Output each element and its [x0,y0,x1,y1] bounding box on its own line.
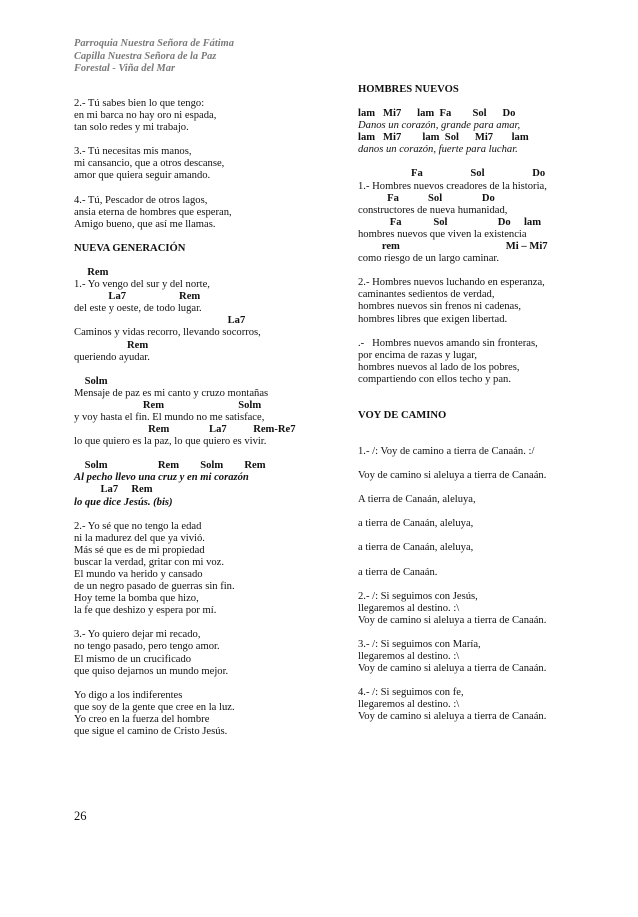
chord-line: Rem [74,339,149,351]
song-voy-de-camino-verse-3 [358,639,598,675]
lyric-line: compartiendo con ellos techo y pan. [358,373,511,385]
lyric-line: buscar la verdad, gritar con mi voz. [74,556,225,568]
spacer [74,364,314,376]
lyric-line: Más sé que es de mi propiedad [74,544,205,556]
lyric-line: mi cansancio, que a otros descanse, [74,158,225,170]
lyric-line: por encima de razas y lugar, [358,349,477,361]
chord-line: Fa Sol Do [358,192,495,204]
spacer [358,156,598,168]
chord-line: Fa Sol Do lam [358,216,542,228]
lyric-line: que sigue el camino de Cristo Jesús. [74,726,228,738]
song-nueva-generacion-verse-4 [74,690,314,738]
lyric-line: 2.- /: Si seguimos con Jesús, [358,590,478,602]
lyric-line: 3.- Yo quiero dejar mi recado, [74,629,201,641]
lyric-line: hombres nuevos sin frenos ni cadenas, [358,301,521,313]
lyric-line: Amigo bueno, que así me llamas. [74,218,216,230]
lyric-line: El mismo de un crucificado [74,653,192,665]
lyric-line: 2.- Yo sé que no tengo la edad [74,520,202,532]
lyric-line: hombres libres que exigen libertad. [358,313,508,325]
song-title-hombres-nuevos: HOMBRES NUEVOS [358,84,459,95]
lyric-line: 1.- Yo vengo del sur y del norte, [74,279,210,291]
lyric-line: 3.- Tú necesitas mis manos, [74,146,192,158]
lyric-line: no tengo pasado, pero tengo amor. [74,641,220,653]
song-title-voy-de-camino: VOY DE CAMINO [358,409,447,421]
song-nueva-generacion-verse-3 [74,629,314,677]
chord-line: lam Mi7 lam Sol Mi7 lam [358,132,529,144]
right-column [358,84,598,723]
lyric-line: ni la madurez del que ya vivió. [74,532,205,544]
lyric-line: A tierra de Canaán, aleluya, [358,494,476,506]
song-hombres-nuevos-verse-3 [358,338,598,386]
chord-line: Rem La7 Rem-Re7 [74,424,296,436]
lyric-line: llegaremos al destino. :\ [358,602,460,614]
lyric-line: de un negro pasado de guerras sin fin. [74,581,235,593]
lyric-line: queriendo ayudar. [74,351,150,363]
verse-2 [74,98,314,134]
lyric-line: Voy de camino si aleluya a tierra de Canaán. [358,470,547,482]
song-voy-de-camino-verse-4 [358,687,598,723]
lyric-line: lo que quiero es la paz, lo que quiero es vivir. [74,436,267,448]
lyric-line: Mensaje de paz es mi canto y cruzo montañas [74,387,269,399]
chord-line: La7 [74,315,246,327]
lyric-line: tan solo redes y mi trabajo. [74,122,189,134]
header-chapel: Capilla Nuestra Señora de la Paz [74,50,217,62]
lyric-line: danos un corazón, fuerte para luchar. [358,144,518,156]
lyric-line: 4.- /: Si seguimos con fe, [358,687,464,699]
header-parish: Parroquia Nuestra Señora de Fátima [74,38,234,49]
song-title-nueva-generacion: NUEVA GENERACIÓN [74,242,186,254]
lyric-line: Danos un corazón, grande para amar, [358,120,521,132]
lyric-line: la fe que deshizo y espera por mí. [74,605,217,617]
lyric-line: lo que dice Jesús. (bis) [74,496,173,508]
lyric-line: Voy de camino si aleluya a tierra de Canaán. [358,663,547,675]
lyric-line: 1.- /: Voy de camino a tierra de Canaán. :/ [358,446,535,458]
song-nueva-generacion-verse-1 [74,267,314,509]
lyric-line: Voy de camino si aleluya a tierra de Canaán. [358,711,547,723]
lyric-line: hombres nuevos que viven la existencia [358,228,527,240]
lyric-line: hombres nuevos al lado de los pobres, [358,361,520,373]
lyric-line: constructores de nueva humanidad, [358,204,508,216]
lyric-line: caminantes sedientos de verdad, [358,289,495,301]
lyric-line: 1.- Hombres nuevos creadores de la historia, [358,180,547,192]
lyric-line: .- Hombres nuevos amando sin fronteras, [358,337,538,349]
lyric-line: llegaremos al destino. :\ [358,699,460,711]
song-hombres-nuevos-verse-2 [358,277,598,325]
lyric-line: a tierra de Canaán, aleluya, [358,518,474,530]
song-hombres-nuevos-chorus-verse-1 [358,108,598,265]
lyric-line: Hoy teme la bomba que hizo, [74,593,199,605]
chord-line: Rem [74,266,109,278]
page-number: 26 [74,809,87,823]
page-header [74,38,234,76]
chord-line: Rem Solm [74,399,262,411]
chord-line: La7 Rem [74,291,201,303]
chord-line: La7 Rem [74,484,153,496]
left-column [74,98,314,738]
lyric-line: en mi barca no hay oro ni espada, [74,110,217,122]
song-nueva-generacion-verse-2 [74,521,314,618]
header-location: Forestal - Viña del Mar [74,63,176,74]
verse-3 [74,146,314,182]
lyric-line: 4.- Tú, Pescador de otros lagos, [74,194,208,206]
lyric-line: Yo creo en la fuerza del hombre [74,713,210,725]
chord-line: lam Mi7 lam Fa Sol Do [358,108,516,120]
verse-4 [74,195,314,231]
lyric-line: Caminos y vidas recorro, llevando socorros, [74,327,261,339]
lyric-line: 2.- Tú sabes bien lo que tengo: [74,98,205,109]
lyric-line: y voy hasta el fin. El mundo no me satisface, [74,411,265,423]
lyric-line: El mundo va herido y cansado [74,569,203,580]
lyric-line: a tierra de Canaán, aleluya, [358,542,474,554]
lyric-line: llegaremos al destino. :\ [358,651,460,662]
lyric-line: a tierra de Canaán. [358,566,438,578]
chord-line: rem Mi – Mi7 [358,241,548,253]
chord-line: Fa Sol Do [358,168,546,180]
spacer [74,448,314,460]
lyric-line: que soy de la gente que cree en la luz. [74,701,235,713]
lyric-line: que quiso dejarnos un mundo mejor. [74,665,229,677]
lyric-line: ansia eterna de hombres que esperan, [74,206,232,218]
chord-line: Solm [74,375,108,387]
lyric-line: Voy de camino si aleluya a tierra de Canaán. [358,614,547,626]
lyric-line: del este y oeste, de todo lugar. [74,303,202,315]
song-voy-de-camino-verse-2 [358,591,598,627]
lyric-line: amor que quiera seguir amando. [74,170,211,182]
lyric-line: como riesgo de un largo caminar. [358,253,500,265]
chord-line: Solm Rem Solm Rem [74,460,266,472]
lyric-line: 3.- /: Si seguimos con María, [358,638,481,650]
lyric-line: Yo digo a los indiferentes [74,689,183,701]
lyric-line: 2.- Hombres nuevos luchando en esperanza, [358,277,545,289]
lyric-line: Al pecho llevo una cruz y en mi corazón [74,472,249,484]
